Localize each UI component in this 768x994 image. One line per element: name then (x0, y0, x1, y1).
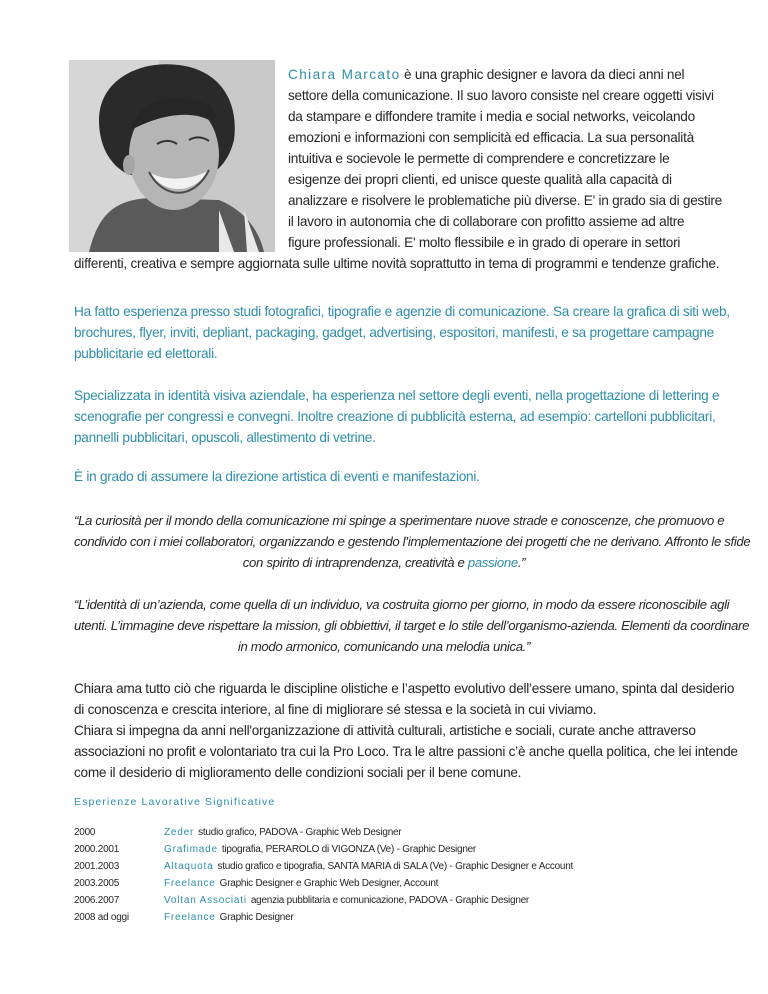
intro-line: settore della comunicazione. Il suo lavoro consiste nel creare oggetti visivi (288, 88, 714, 103)
experience-company: Freelance (164, 912, 216, 923)
experience-list (74, 824, 573, 926)
experience-year: 2000 (74, 827, 96, 838)
intro-line: analizzare e risolvere le problematiche più diverse. E' in grado sia di gestire (288, 193, 722, 208)
experience-row (74, 909, 573, 926)
intro-line: da stampare e diffondere tramite i media e social networks, veicolando (288, 109, 695, 124)
experience-company: Zeder (164, 827, 195, 838)
bio-paragraph: Chiara ama tutto ciò che riguarda le discipline olistiche e l’aspetto evolutivo dell’essere umano, spinta dal desiderio di conoscenza e crescita interiore, al fine di migliorare sé stessa e la società in cui viviamo. Chiara si impegna da anni nell'organizzazione di attività culturali, artistiche e sociali, curate anche attraverso associazioni no profit e volontariato tra cui la Pro Loco. Tra le altre passioni c’è anche quella politica, che lei intende come il desiderio di miglioramento delle condizioni sociali per il bene comune. (74, 681, 738, 780)
experience-description: studio grafico e tipografia, SANTA MARIA di SALA (Ve) - Graphic Designer e Account (217, 861, 574, 872)
experience-year: 2001.2003 (74, 861, 120, 872)
experience-heading: Esperienze Lavorative Significative (74, 796, 276, 808)
experience-row (74, 841, 573, 858)
experience-description: tipografia, PERAROLO di VIGONZA (Ve) - Graphic Designer (221, 844, 477, 855)
intro-line: differenti, creativa e sempre aggiornata sulle ultime novità soprattutto in tema di programmi e tendenze grafiche. (74, 256, 720, 271)
experience-description: Graphic Designer e Graphic Web Designer, Account (219, 878, 439, 889)
experience-company: Altaquota (164, 861, 214, 872)
experience-year: 2003.2005 (74, 878, 120, 889)
experience-row (74, 892, 573, 909)
experience-year: 2006.2007 (74, 895, 120, 906)
quote-identity: “L’identità di un’azienda, come quella di un individuo, va costruita giorno per giorno, in modo da essere riconoscibile agli utenti. L’immagine deve rispettare la mission, gli obbiettivi, il target e lo stile dell’organismo-azienda. Elementi da coordinare in modo armonico, comunicando una melodia unica.” (74, 597, 750, 654)
direction-paragraph: È in grado di assumere la direzione artistica di eventi e manifestazioni. (74, 469, 480, 484)
experience-row (74, 824, 573, 841)
experience-row (74, 875, 573, 892)
intro-line: figure professionali. E' molto flessibile e in grado di operare in settori (288, 235, 681, 250)
experience-company: Voltan Associati (164, 895, 247, 906)
designer-name: Chiara Marcato (288, 67, 401, 82)
intro-line: emozioni e informazioni con semplicità ed efficacia. La sua personalità (288, 130, 694, 145)
experience-paragraph: Ha fatto esperienza presso studi fotografici, tipografie e agenzie di comunicazione. Sa creare la grafica di siti web, brochures, flyer, inviti, depliant, packaging, gadget, advertising, espositori, manifesti, e sa progettare campagne pubblicitarie ed elettorali. (74, 304, 730, 361)
quote-curiosity: “La curiosità per il mondo della comunicazione mi spinge a sperimentare nuove strade e conoscenze, che promuovo e condivido con i miei collaboratori, organizzando e gestendo l’implementazione dei progetti che ne derivano. Affronto le sfide con spirito di intraprendenza, creatività e passione.” (74, 513, 751, 570)
intro-line: intuitiva e socievole le permette di comprendere e concretizzare le (288, 151, 670, 166)
experience-row (74, 858, 573, 875)
experience-description: agenzia pubblitaria e comunicazione, PADOVA - Graphic Designer (250, 895, 530, 906)
intro-line: il lavoro in autonomia che di collaborare con profitto assieme ad altre (288, 214, 685, 229)
experience-year: 2000.2001 (74, 844, 120, 855)
intro-line: Chiara Marcato è una graphic designer e lavora da dieci anni nel (288, 67, 685, 82)
identity-paragraph: Specializzata in identità visiva aziendale, ha esperienza nel settore degli eventi, nella progettazione di lettering e scenografie per congressi e convegni. Inoltre creazione di pubblicità esterna, ad esempio: cartelloni pubblicitari, pannelli pubblicitari, opuscoli, allestimento di vetrine. (74, 388, 720, 445)
intro-paragraph (74, 64, 722, 274)
experience-year: 2008 ad oggi (74, 912, 129, 923)
experience-company: Freelance (164, 878, 216, 889)
intro-line: esigenze dei propri clienti, ed unisce queste qualità alla capacità di (288, 172, 672, 187)
passion-highlight: passione (467, 555, 518, 570)
experience-description: Graphic Designer (219, 912, 294, 923)
experience-description: studio grafico, PADOVA - Graphic Web Designer (198, 827, 402, 838)
experience-company: Grafimade (164, 844, 218, 855)
